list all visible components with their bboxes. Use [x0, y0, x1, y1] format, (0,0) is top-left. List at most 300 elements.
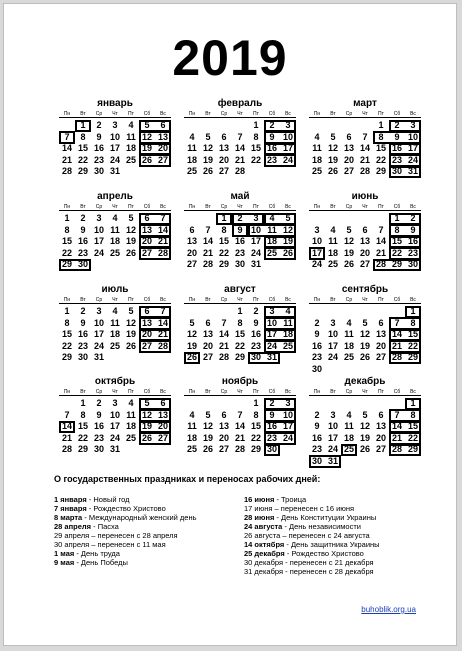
day-cell: 6 [362, 224, 368, 235]
day-cell: 17 [93, 236, 104, 246]
weekday-label: Пт [253, 297, 259, 303]
month-9 [59, 376, 171, 456]
weekday-label: Пн [188, 204, 196, 210]
day-cell: 30 [311, 363, 322, 374]
day-cell: 18 [109, 329, 120, 339]
day-cell: 8 [64, 224, 70, 235]
day-cell: 20 [202, 340, 213, 351]
day-cell: 16 [77, 236, 88, 246]
holiday-date: 14 октября [244, 540, 285, 549]
day-cell: 11 [110, 224, 120, 235]
weekday-label: Чт [112, 297, 118, 303]
holiday-date: 1 мая [54, 549, 75, 558]
day-cell: 3 [253, 213, 259, 223]
day-cell: 19 [125, 329, 136, 339]
day-cell: 10 [93, 317, 104, 328]
day-cell: 29 [61, 259, 72, 269]
day-cell: 29 [391, 259, 402, 269]
day-cell: 6 [346, 131, 352, 142]
day-off-box [59, 259, 91, 272]
day-cell: 13 [186, 236, 197, 246]
day-cell: 15 [218, 236, 229, 246]
weekday-label: Чт [237, 204, 243, 210]
month-name: май [230, 191, 250, 202]
day-cell: 13 [202, 329, 213, 339]
weekday-label: Чт [237, 297, 243, 303]
day-cell: 29 [375, 166, 386, 176]
day-cell: 27 [359, 259, 370, 269]
day-cell: 30 [77, 352, 88, 362]
holiday-item [244, 513, 380, 522]
holiday-item [54, 522, 197, 531]
holiday-date: 7 января [54, 504, 87, 513]
day-cell: 12 [125, 224, 136, 235]
day-cell: 7 [205, 224, 211, 235]
holiday-item [54, 513, 197, 522]
month-divider [184, 303, 296, 304]
day-cell: 12 [125, 317, 136, 328]
day-cell: 21 [359, 154, 370, 165]
month-name: август [224, 284, 256, 295]
day-cell: 21 [61, 154, 72, 165]
day-cell: 9 [96, 409, 102, 420]
day-cell: 27 [186, 259, 197, 269]
day-cell: 8 [410, 409, 416, 420]
day-cell: 13 [141, 317, 152, 328]
weekday-label: Сб [143, 297, 151, 303]
holiday-item [54, 495, 197, 504]
holiday-text: - День защитника Украины [284, 540, 380, 549]
day-off-box [139, 432, 171, 445]
day-cell: 6 [205, 317, 211, 328]
day-cell: 30 [407, 259, 418, 269]
day-cell: 27 [157, 432, 168, 443]
day-off-box [184, 352, 200, 365]
day-cell: 6 [160, 120, 166, 130]
day-off-box [216, 213, 232, 226]
month-6 [59, 284, 171, 364]
month-divider [309, 210, 421, 211]
day-cell: 23 [266, 154, 277, 165]
day-cell: 28 [375, 259, 386, 269]
holiday-date: 26 августа [244, 531, 281, 540]
day-cell: 4 [189, 409, 195, 420]
day-cell: 23 [77, 340, 88, 351]
day-cell: 30 [77, 259, 88, 269]
day-cell: 23 [391, 154, 402, 165]
day-cell: 14 [234, 143, 245, 153]
day-cell: 2 [80, 306, 86, 316]
weekday-label: Вс [160, 389, 166, 395]
day-cell: 10 [250, 224, 261, 235]
day-off-box [264, 154, 296, 167]
holiday-date: 29 апреля [54, 531, 90, 540]
day-cell: 5 [189, 317, 195, 328]
weekday-label: Сб [268, 389, 276, 395]
day-cell: 6 [160, 398, 166, 408]
day-cell: 23 [311, 352, 322, 362]
weekday-label: Вс [410, 204, 416, 210]
day-cell: 16 [311, 432, 322, 443]
day-cell: 8 [378, 131, 384, 142]
day-cell: 9 [314, 329, 320, 339]
weekday-label: Вт [330, 297, 336, 303]
month-name: сентябрь [341, 284, 389, 295]
day-off-box [139, 340, 171, 353]
day-cell: 4 [189, 131, 195, 142]
weekday-label: Вт [80, 111, 86, 117]
day-cell: 25 [311, 166, 322, 176]
day-cell: 22 [61, 340, 72, 351]
day-cell: 9 [269, 131, 275, 142]
day-cell: 26 [327, 166, 338, 176]
day-cell: 31 [266, 352, 277, 362]
day-cell: 30 [391, 166, 402, 176]
day-cell: 28 [202, 259, 213, 269]
weekday-label: Вс [160, 204, 166, 210]
weekday-label: Вт [205, 389, 211, 395]
holiday-date: 8 марта [54, 513, 83, 522]
day-cell: 29 [407, 444, 418, 454]
weekday-label: Ср [95, 111, 103, 117]
holiday-item [244, 495, 380, 504]
holiday-text: – перенесен с 16 июня [272, 504, 355, 513]
day-cell: 22 [61, 247, 72, 258]
day-cell: 31 [109, 444, 120, 454]
day-cell: 10 [327, 421, 338, 431]
day-cell: 11 [126, 131, 136, 142]
month-name: февраль [217, 98, 263, 109]
holiday-date: 28 апреля [54, 522, 92, 531]
day-cell: 21 [234, 432, 245, 443]
day-off-box [341, 444, 357, 457]
weekday-label: Чт [237, 111, 243, 117]
holiday-item [244, 522, 380, 531]
day-cell: 20 [141, 329, 152, 339]
weekday-label: Вс [160, 111, 166, 117]
weekday-label: Ср [220, 111, 228, 117]
weekday-label: Вт [205, 111, 211, 117]
day-cell: 13 [218, 421, 229, 431]
website-link[interactable]: buhoblik.org.ua [361, 605, 416, 614]
day-cell: 17 [327, 432, 338, 443]
day-cell: 22 [407, 432, 418, 443]
day-cell: 29 [77, 444, 88, 454]
day-cell: 5 [144, 398, 150, 408]
day-cell: 3 [285, 120, 291, 130]
weekday-label: Сб [393, 389, 401, 395]
day-cell: 12 [141, 131, 152, 142]
day-cell: 18 [186, 432, 197, 443]
day-cell: 21 [391, 432, 402, 443]
day-cell: 17 [93, 329, 104, 339]
day-cell: 7 [362, 131, 368, 142]
day-cell: 25 [186, 444, 197, 454]
day-cell: 31 [327, 455, 338, 466]
weekday-label: Вс [410, 111, 416, 117]
weekday-label: Пт [378, 204, 384, 210]
day-cell: 2 [394, 120, 400, 130]
day-cell: 24 [93, 247, 104, 258]
day-cell: 27 [218, 444, 229, 454]
day-cell: 19 [327, 154, 338, 165]
day-cell: 19 [343, 247, 354, 258]
month-name: июль [101, 284, 129, 295]
weekday-label: Ср [345, 389, 353, 395]
day-cell: 27 [375, 444, 386, 454]
day-cell: 12 [282, 224, 293, 235]
day-cell: 11 [187, 421, 197, 431]
day-cell: 15 [375, 143, 386, 153]
day-cell: 27 [218, 166, 229, 176]
day-cell: 11 [344, 329, 354, 339]
day-cell: 16 [266, 421, 277, 431]
day-cell: 3 [330, 317, 336, 328]
weekday-label: Вт [330, 204, 336, 210]
day-cell: 5 [362, 317, 368, 328]
day-cell: 8 [253, 409, 259, 420]
day-cell: 17 [266, 329, 277, 339]
holiday-text: - Рождество Христово [284, 549, 364, 558]
day-cell: 20 [343, 154, 354, 165]
day-cell: 19 [282, 236, 293, 246]
day-cell: 29 [218, 259, 229, 269]
weekday-label: Пн [313, 111, 321, 117]
day-cell: 16 [407, 236, 418, 246]
day-cell: 11 [283, 317, 293, 328]
day-cell: 24 [282, 432, 293, 443]
day-cell: 11 [328, 236, 338, 246]
weekday-label: Ср [345, 297, 353, 303]
weekday-label: Вс [285, 111, 291, 117]
weekday-label: Сб [393, 111, 401, 117]
weekday-label: Вс [160, 297, 166, 303]
day-cell: 4 [112, 306, 118, 316]
holiday-item [244, 567, 380, 576]
day-cell: 22 [234, 340, 245, 351]
day-cell: 31 [250, 259, 261, 269]
day-cell: 17 [109, 421, 120, 431]
weekday-label: Чт [112, 111, 118, 117]
weekday-label: Чт [362, 111, 368, 117]
day-cell: 14 [61, 143, 72, 153]
month-2 [309, 98, 421, 178]
day-cell: 23 [234, 247, 245, 258]
day-cell: 12 [202, 143, 213, 153]
day-cell: 24 [407, 154, 418, 165]
day-cell: 26 [125, 247, 136, 258]
day-cell: 8 [253, 131, 259, 142]
weekday-label: Вт [80, 297, 86, 303]
weekday-label: Сб [268, 297, 276, 303]
day-cell: 1 [80, 120, 86, 130]
weekday-label: Пн [188, 389, 196, 395]
day-cell: 6 [378, 317, 384, 328]
month-10 [184, 376, 296, 456]
day-cell: 20 [141, 236, 152, 246]
holiday-date: 30 апреля [54, 540, 90, 549]
day-cell: 31 [407, 166, 418, 176]
day-cell: 1 [253, 120, 259, 130]
day-cell: 26 [359, 444, 370, 454]
day-cell: 18 [125, 143, 136, 153]
day-cell: 18 [186, 154, 197, 165]
day-cell: 5 [285, 213, 291, 223]
day-cell: 3 [410, 120, 416, 130]
month-11 [309, 376, 421, 466]
day-cell: 20 [157, 143, 168, 153]
day-cell: 18 [327, 247, 338, 258]
day-cell: 10 [311, 236, 322, 246]
weekday-label: Ср [220, 297, 228, 303]
day-cell: 25 [109, 247, 120, 258]
day-cell: 9 [253, 317, 259, 328]
month-divider [309, 395, 421, 396]
day-cell: 17 [311, 247, 322, 258]
day-cell: 1 [221, 213, 227, 223]
weekday-label: Вт [330, 111, 336, 117]
day-cell: 1 [410, 398, 416, 408]
day-cell: 20 [218, 154, 229, 165]
day-cell: 30 [250, 352, 261, 362]
holiday-item [54, 540, 197, 549]
holiday-text: - Международный женский день [82, 513, 197, 522]
day-cell: 29 [407, 352, 418, 362]
day-cell: 4 [112, 213, 118, 223]
year-title: 2019 [172, 30, 288, 86]
day-off-box [373, 259, 421, 272]
month-name: ноябрь [221, 376, 259, 387]
month-divider [59, 117, 171, 118]
weekday-label: Вс [410, 389, 416, 395]
day-cell: 10 [327, 329, 338, 339]
day-cell: 19 [141, 143, 152, 153]
day-cell: 10 [266, 317, 277, 328]
day-cell: 9 [80, 317, 86, 328]
day-cell: 14 [391, 421, 402, 431]
weekday-label: Вс [410, 297, 416, 303]
month-divider [309, 303, 421, 304]
day-cell: 5 [362, 409, 368, 420]
day-cell: 25 [282, 340, 293, 351]
day-cell: 15 [61, 329, 72, 339]
day-cell: 24 [109, 154, 120, 165]
day-cell: 5 [346, 224, 352, 235]
day-cell: 2 [314, 409, 320, 420]
day-cell: 15 [77, 143, 88, 153]
day-cell: 24 [250, 247, 261, 258]
day-cell: 11 [267, 224, 277, 235]
holiday-text: - День Конституции Украины [274, 513, 377, 522]
holiday-item [54, 549, 197, 558]
day-cell: 3 [285, 398, 291, 408]
day-cell: 22 [250, 154, 261, 165]
day-cell: 26 [282, 247, 293, 258]
day-cell: 16 [93, 421, 104, 431]
day-off-box [139, 154, 171, 167]
day-cell: 2 [269, 120, 275, 130]
day-cell: 21 [202, 247, 213, 258]
day-cell: 7 [378, 224, 384, 235]
day-cell: 29 [250, 444, 261, 454]
day-cell: 28 [61, 166, 72, 176]
day-cell: 4 [269, 213, 275, 223]
day-cell: 17 [109, 143, 120, 153]
weekday-label: Пт [378, 111, 384, 117]
day-cell: 21 [391, 340, 402, 351]
month-7 [184, 284, 296, 364]
holiday-text: - День Победы [74, 558, 128, 567]
weekday-label: Сб [393, 297, 401, 303]
day-cell: 6 [144, 213, 150, 223]
weekday-label: Пн [188, 297, 196, 303]
weekday-label: Пт [128, 204, 134, 210]
day-cell: 25 [125, 154, 136, 165]
weekday-label: Ср [95, 297, 103, 303]
day-cell: 6 [189, 224, 195, 235]
day-cell: 5 [144, 120, 150, 130]
weekday-label: Пн [63, 111, 71, 117]
weekday-label: Пт [378, 389, 384, 395]
weekday-label: Вт [80, 204, 86, 210]
day-cell: 19 [141, 421, 152, 431]
day-cell: 20 [359, 247, 370, 258]
day-cell: 15 [77, 421, 88, 431]
day-cell: 16 [93, 143, 104, 153]
day-cell: 1 [64, 306, 70, 316]
day-cell: 14 [391, 329, 402, 339]
day-cell: 12 [202, 421, 213, 431]
weekday-label: Чт [362, 389, 368, 395]
weekday-label: Вс [285, 389, 291, 395]
day-cell: 9 [314, 421, 320, 431]
day-cell: 11 [110, 317, 120, 328]
weekday-label: Пт [128, 389, 134, 395]
day-off-box [389, 166, 421, 179]
day-cell: 14 [202, 236, 213, 246]
day-cell: 7 [64, 409, 70, 420]
weekday-label: Пт [253, 389, 259, 395]
day-cell: 21 [234, 154, 245, 165]
day-cell: 10 [109, 409, 120, 420]
holiday-item [54, 558, 197, 567]
month-name: июнь [351, 191, 379, 202]
month-divider [184, 210, 296, 211]
day-cell: 8 [80, 409, 86, 420]
holidays-list-left [54, 495, 197, 567]
day-cell: 27 [202, 352, 213, 362]
day-cell: 2 [96, 120, 102, 130]
day-cell: 28 [157, 340, 168, 351]
day-cell: 3 [314, 224, 320, 235]
day-cell: 15 [61, 236, 72, 246]
day-cell: 20 [375, 340, 386, 351]
day-cell: 2 [96, 398, 102, 408]
day-cell: 15 [407, 329, 418, 339]
month-name: декабрь [344, 376, 386, 387]
day-cell: 21 [61, 432, 72, 443]
day-cell: 30 [93, 444, 104, 454]
weekday-label: Вс [285, 204, 291, 210]
day-cell: 25 [109, 340, 120, 351]
day-cell: 24 [311, 259, 322, 269]
day-cell: 22 [77, 154, 88, 165]
day-cell: 24 [93, 340, 104, 351]
holiday-text: - Новый год [86, 495, 130, 504]
day-cell: 25 [266, 247, 277, 258]
weekday-label: Ср [220, 389, 228, 395]
day-off-box [389, 352, 421, 365]
